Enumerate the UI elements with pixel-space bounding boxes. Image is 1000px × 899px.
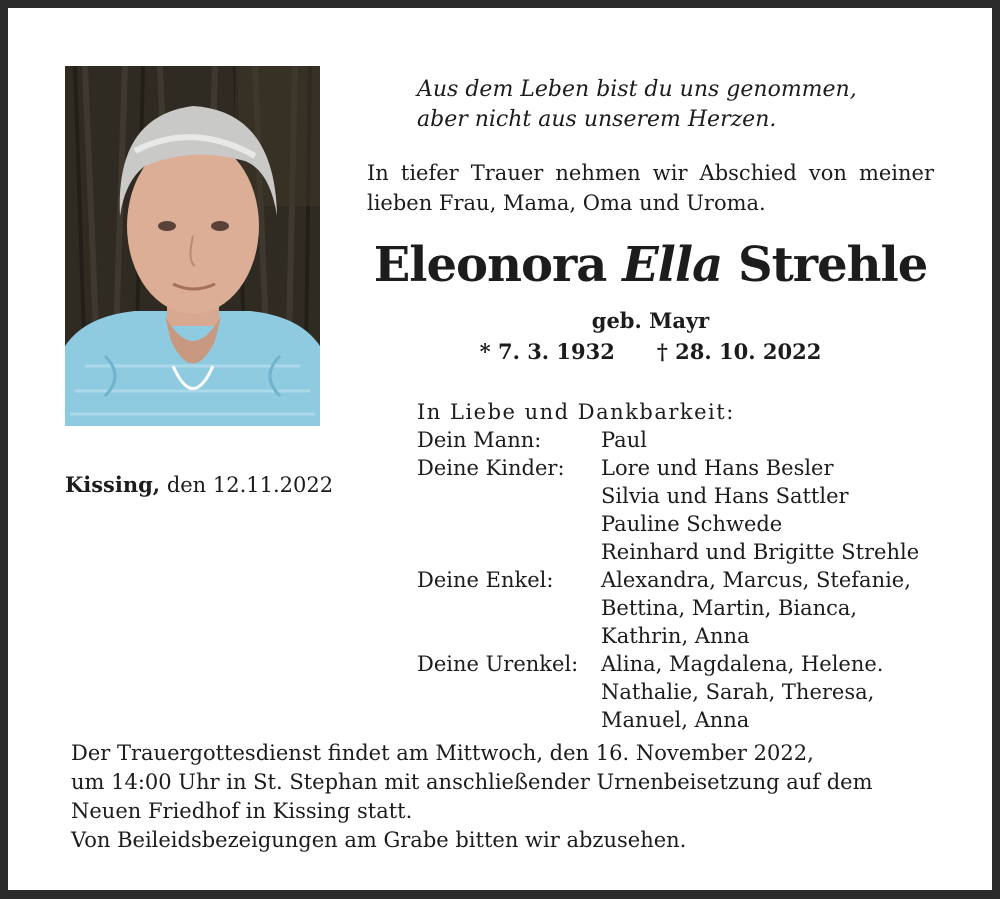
mourner-names [601,566,911,650]
mourner-name: Paul [601,428,647,452]
mourner-name: Kathrin, Anna [601,624,750,648]
mourner-row-children [417,454,919,566]
mourner-row-husband [417,426,919,454]
mourner-row-grandchildren [417,566,919,650]
mourner-name: Bettina, Martin, Bianca, [601,596,858,620]
verse-line: Aus dem Leben bist du uns genommen, [417,77,857,102]
service-line: Von Beileidsbezeigungen am Grabe bitten wir abzusehen. [71,828,687,852]
mourner-name: Silvia und Hans Sattler [601,484,849,508]
mourner-role: Deine Kinder: [417,456,565,480]
mourner-names [601,650,883,734]
mourners-heading: In Liebe und Dankbarkeit: [417,400,735,424]
intro-text: In tiefer Trauer nehmen wir Abschied von meiner lieben Frau, Mama, Oma und Uroma. [367,161,934,215]
mourner-role: Dein Mann: [417,428,542,452]
mourner-name: Nathalie, Sarah, Theresa, [601,680,875,704]
mourner-name: Reinhard und Brigitte Strehle [601,540,920,564]
verse-line: aber nicht aus unserem Herzen. [417,107,777,132]
place-date [65,472,333,497]
deceased-name [367,236,934,294]
mourner-name: Manuel, Anna [601,708,750,732]
birth-date: * 7. 3. 1932 [479,339,615,364]
mourner-name: Alina, Magdalena, Helene. [601,652,884,676]
mourner-role: Deine Urenkel: [417,652,579,676]
last-name: Strehle [737,237,928,293]
mourner-row-great-grandchildren [417,650,919,734]
date: den 12.11.2022 [166,473,334,497]
portrait-photo [65,66,320,426]
death-date: † 28. 10. 2022 [656,339,822,364]
mourners-list [417,398,919,734]
service-line: Der Trauergottesdienst findet am Mittwoch, den 16. November 2022, [71,741,814,765]
mourner-name: Alexandra, Marcus, Stefanie, [601,568,911,592]
service-info [71,739,931,855]
mourner-name: Pauline Schwede [601,512,783,536]
mourner-names [601,426,647,454]
life-dates [367,339,934,364]
first-name: Eleonora [373,237,607,293]
mourner-role: Deine Enkel: [417,568,554,592]
service-line: Neuen Friedhof in Kissing statt. [71,799,413,823]
maiden-name: geb. Mayr [591,308,710,333]
mourner-name: Lore und Hans Besler [601,456,834,480]
place: Kissing, [65,472,161,497]
call-name: Ella [622,237,723,293]
mourner-names [601,454,919,566]
service-line: um 14:00 Uhr in St. Stephan mit anschließender Urnenbeisetzung auf dem [71,770,873,794]
verse [417,75,857,135]
